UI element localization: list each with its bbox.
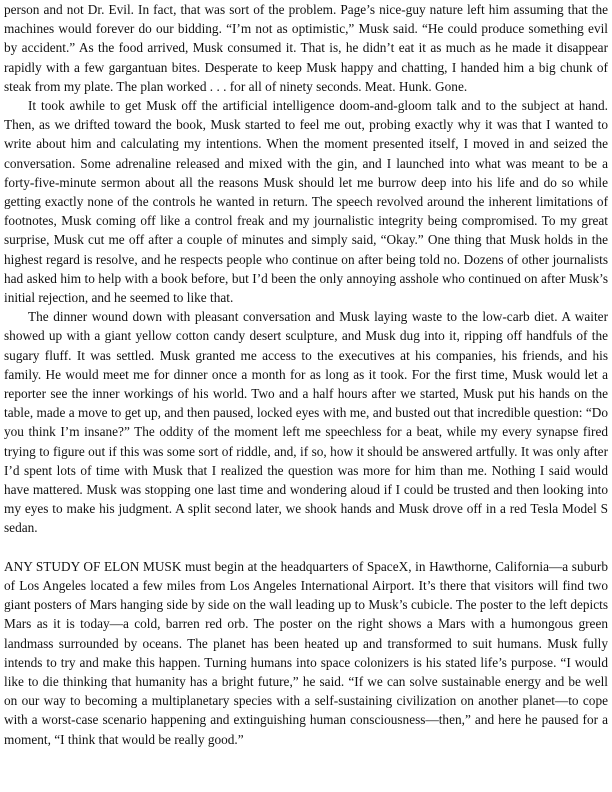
- paragraph-2: It took awhile to get Musk off the artificial intelligence doom-and-gloom talk and to the subject at hand. Then, as we drifted toward the book, Musk started to feel me out, probing exactly why it was that I wanted to write about him and calculating my intentions. When the moment presented itself, I moved in and seized the conversation. Some adrenaline released and mixed with the gin, and I launched into what was meant to be a forty-five-minute sermon about all the reasons Musk should let me burrow deep into his life and do so while getting exactly none of the controls he wanted in return. The speech revolved around the inherent limitations of footnotes, Musk coming off like a control freak and my journalistic integrity being compromised. To my great surprise, Musk cut me off after a couple of minutes and simply said, “Okay.” One thing that Musk holds in the highest regard is resolve, and he respects people who continue on after being told no. Dozens of other journalists had asked him to help with a book before, but I’d been the only annoying asshole who continued on after Musk’s initial rejection, and he seemed to like that.: [4, 98, 608, 306]
- paragraph-1-continuation: person and not Dr. Evil. In fact, that was sort of the problem. Page’s nice-guy nature left him assuming that the machines would forever do our bidding. “I’m not as optimistic,” Musk said. “He could produce something evil by accident.” As the food arrived, Musk consumed it. That is, he didn’t eat it as much as he made it disappear rapidly with a few gargantuan bites. Desperate to keep Musk happy and chatting, I handed him a big chunk of steak from my plate. The plan worked . . . for all of ninety seconds. Meat. Hunk. Gone.: [4, 2, 608, 94]
- section-opening-paragraph: ANY STUDY OF ELON MUSK must begin at the headquarters of SpaceX, in Hawthorne, California—a suburb of Los Angeles located a few miles from Los Angeles International Airport. It’s there that visitors will find two giant posters of Mars hanging side by side on the wall leading up to Musk’s cubicle. The poster to the left depicts Mars as it is today—a cold, barren red orb. The poster on the right shows a Mars with a humongous green landmass surrounded by oceans. The planet has been heated up and transformed to suit humans. Musk fully intends to try and make this happen. Turning humans into space colonizers is his stated life’s purpose. “I would like to die thinking that humanity has a bright future,” he said. “If we can solve sustainable energy and be well on our way to becoming a multiplanetary species with a self-sustaining civilization on another planet—to cope with a worst-case scenario happening and extinguishing human consciousness—then,” and here he paused for a moment, “I think that would be really good.”: [4, 558, 608, 747]
- section-break: [4, 538, 608, 557]
- book-page: [4, 0, 608, 792]
- paragraph-3: The dinner wound down with pleasant conversation and Musk laying waste to the low-carb diet. A waiter showed up with a giant yellow cotton candy desert sculpture, and Musk dug into it, ripping off handfuls of the sugary fluff. It was settled. Musk granted me access to the executives at his companies, his friends, and his family. He would meet me for dinner once a month for as long as it took. For the first time, Musk would let a reporter see the inner workings of his world. Two and a half hours after we started, Musk put his hands on the table, made a move to get up, and then paused, locked eyes with me, and busted out that incredible question: “Do you think I’m insane?” The oddity of the moment left me speechless for a beat, while my every synapse fired trying to figure out if this was some sort of riddle, and, if so, how it should be answered artfully. It was only after I’d spent lots of time with Musk that I realized the question was more for him than me. Nothing I said would have mattered. Musk was stopping one last time and wondering aloud if I could be trusted and then looking into my eyes to make his judgment. A split second later, we shook hands and Musk drove off in a red Tesla Model S sedan.: [4, 309, 608, 536]
